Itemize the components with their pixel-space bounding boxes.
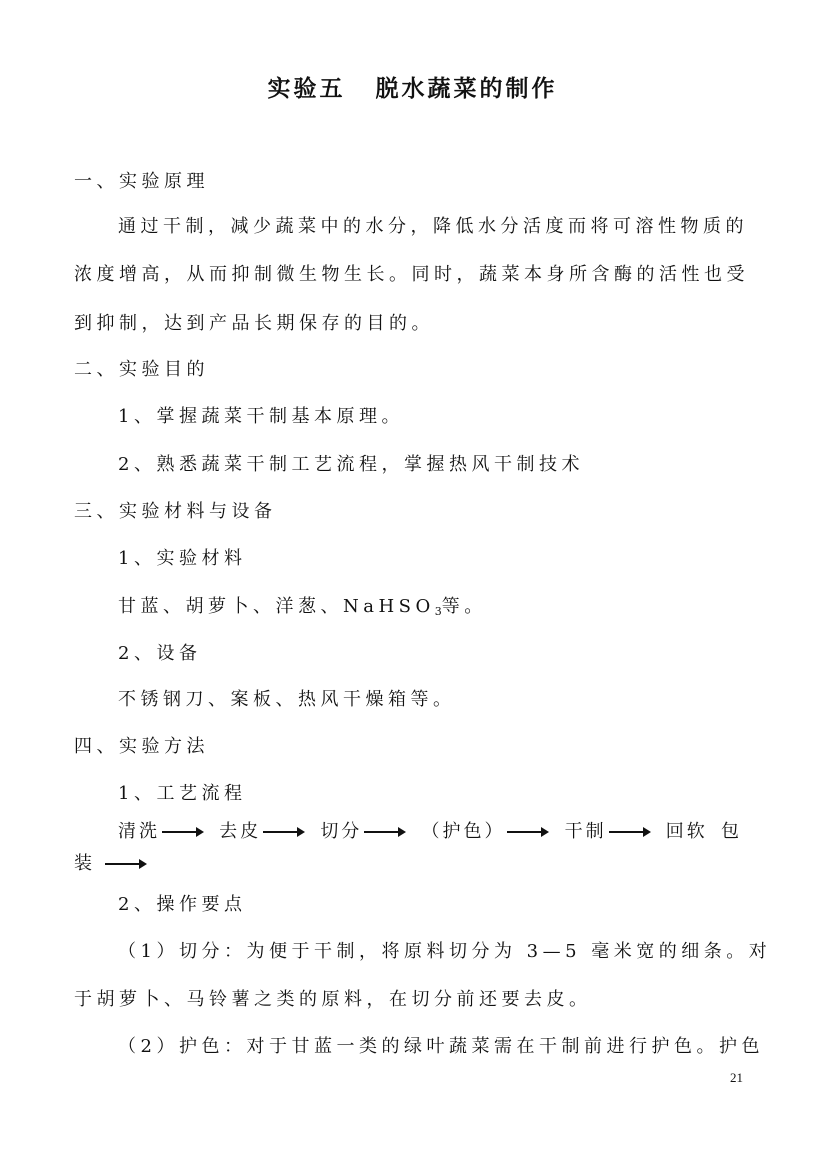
arrow-right-icon — [364, 831, 404, 833]
arrow-right-icon — [507, 831, 547, 833]
list-item: 2、熟悉蔬菜干制工艺流程，掌握热风干制技术 — [118, 454, 584, 475]
subscript: 3 — [434, 605, 442, 618]
arrow-right-icon — [263, 831, 303, 833]
section-heading-principle: 一、实验原理 — [74, 171, 209, 192]
process-flow — [118, 820, 742, 844]
section-heading-method: 四、实验方法 — [74, 736, 209, 757]
flow-step: 去皮 — [219, 820, 307, 844]
paragraph-line: 于胡萝卜、马铃薯之类的原料，在切分前还要去皮。 — [74, 989, 592, 1010]
section-heading-materials: 三、实验材料与设备 — [74, 501, 277, 522]
subheading-equipment: 2、设备 — [118, 643, 202, 664]
flow-step: （护色） — [421, 820, 551, 844]
subheading-materials: 1、实验材料 — [118, 548, 247, 569]
materials-end: 等。 — [441, 596, 487, 617]
arrow-right-icon — [162, 831, 202, 833]
page-number: 21 — [730, 1070, 743, 1085]
flow-step: 包 — [720, 821, 742, 842]
page-title — [0, 70, 825, 103]
arrow-right-icon — [609, 831, 649, 833]
flow-step: 回软 — [665, 821, 708, 842]
flow-step: 切分 — [320, 820, 408, 844]
title-part2: 脱水蔬菜的制作 — [375, 75, 558, 102]
paragraph-line: 到抑制，达到产品长期保存的目的。 — [74, 313, 434, 334]
title-part1: 实验五 — [267, 75, 346, 102]
subheading-process: 1、工艺流程 — [118, 783, 247, 804]
paragraph-line: （1）切分：为便于干制，将原料切分为 3—5 毫米宽的细条。对 — [118, 941, 772, 962]
equipment-text: 不锈钢刀、案板、热风干燥箱等。 — [118, 689, 456, 710]
flow-step: 干制 — [565, 820, 653, 844]
paragraph-line: 浓度增高，从而抑制微生物生长。同时，蔬菜本身所含酶的活性也受 — [74, 264, 749, 285]
materials-text — [118, 595, 487, 624]
paragraph-line: 通过干制，减少蔬菜中的水分，降低水分活度而将可溶性物质的 — [118, 216, 748, 237]
arrow-right-icon — [105, 863, 145, 865]
paragraph-line: （2）护色：对于甘蓝一类的绿叶蔬菜需在干制前进行护色。护色 — [118, 1036, 764, 1057]
flow-step: 清洗 — [118, 820, 206, 844]
section-heading-purpose: 二、实验目的 — [74, 359, 209, 380]
flow-wrap: 装 — [74, 852, 149, 876]
subheading-key-points: 2、操作要点 — [118, 894, 247, 915]
materials-main: 甘蓝、胡萝卜、洋葱、NaHSO — [118, 596, 435, 617]
list-item: 1、掌握蔬菜干制基本原理。 — [118, 406, 404, 427]
